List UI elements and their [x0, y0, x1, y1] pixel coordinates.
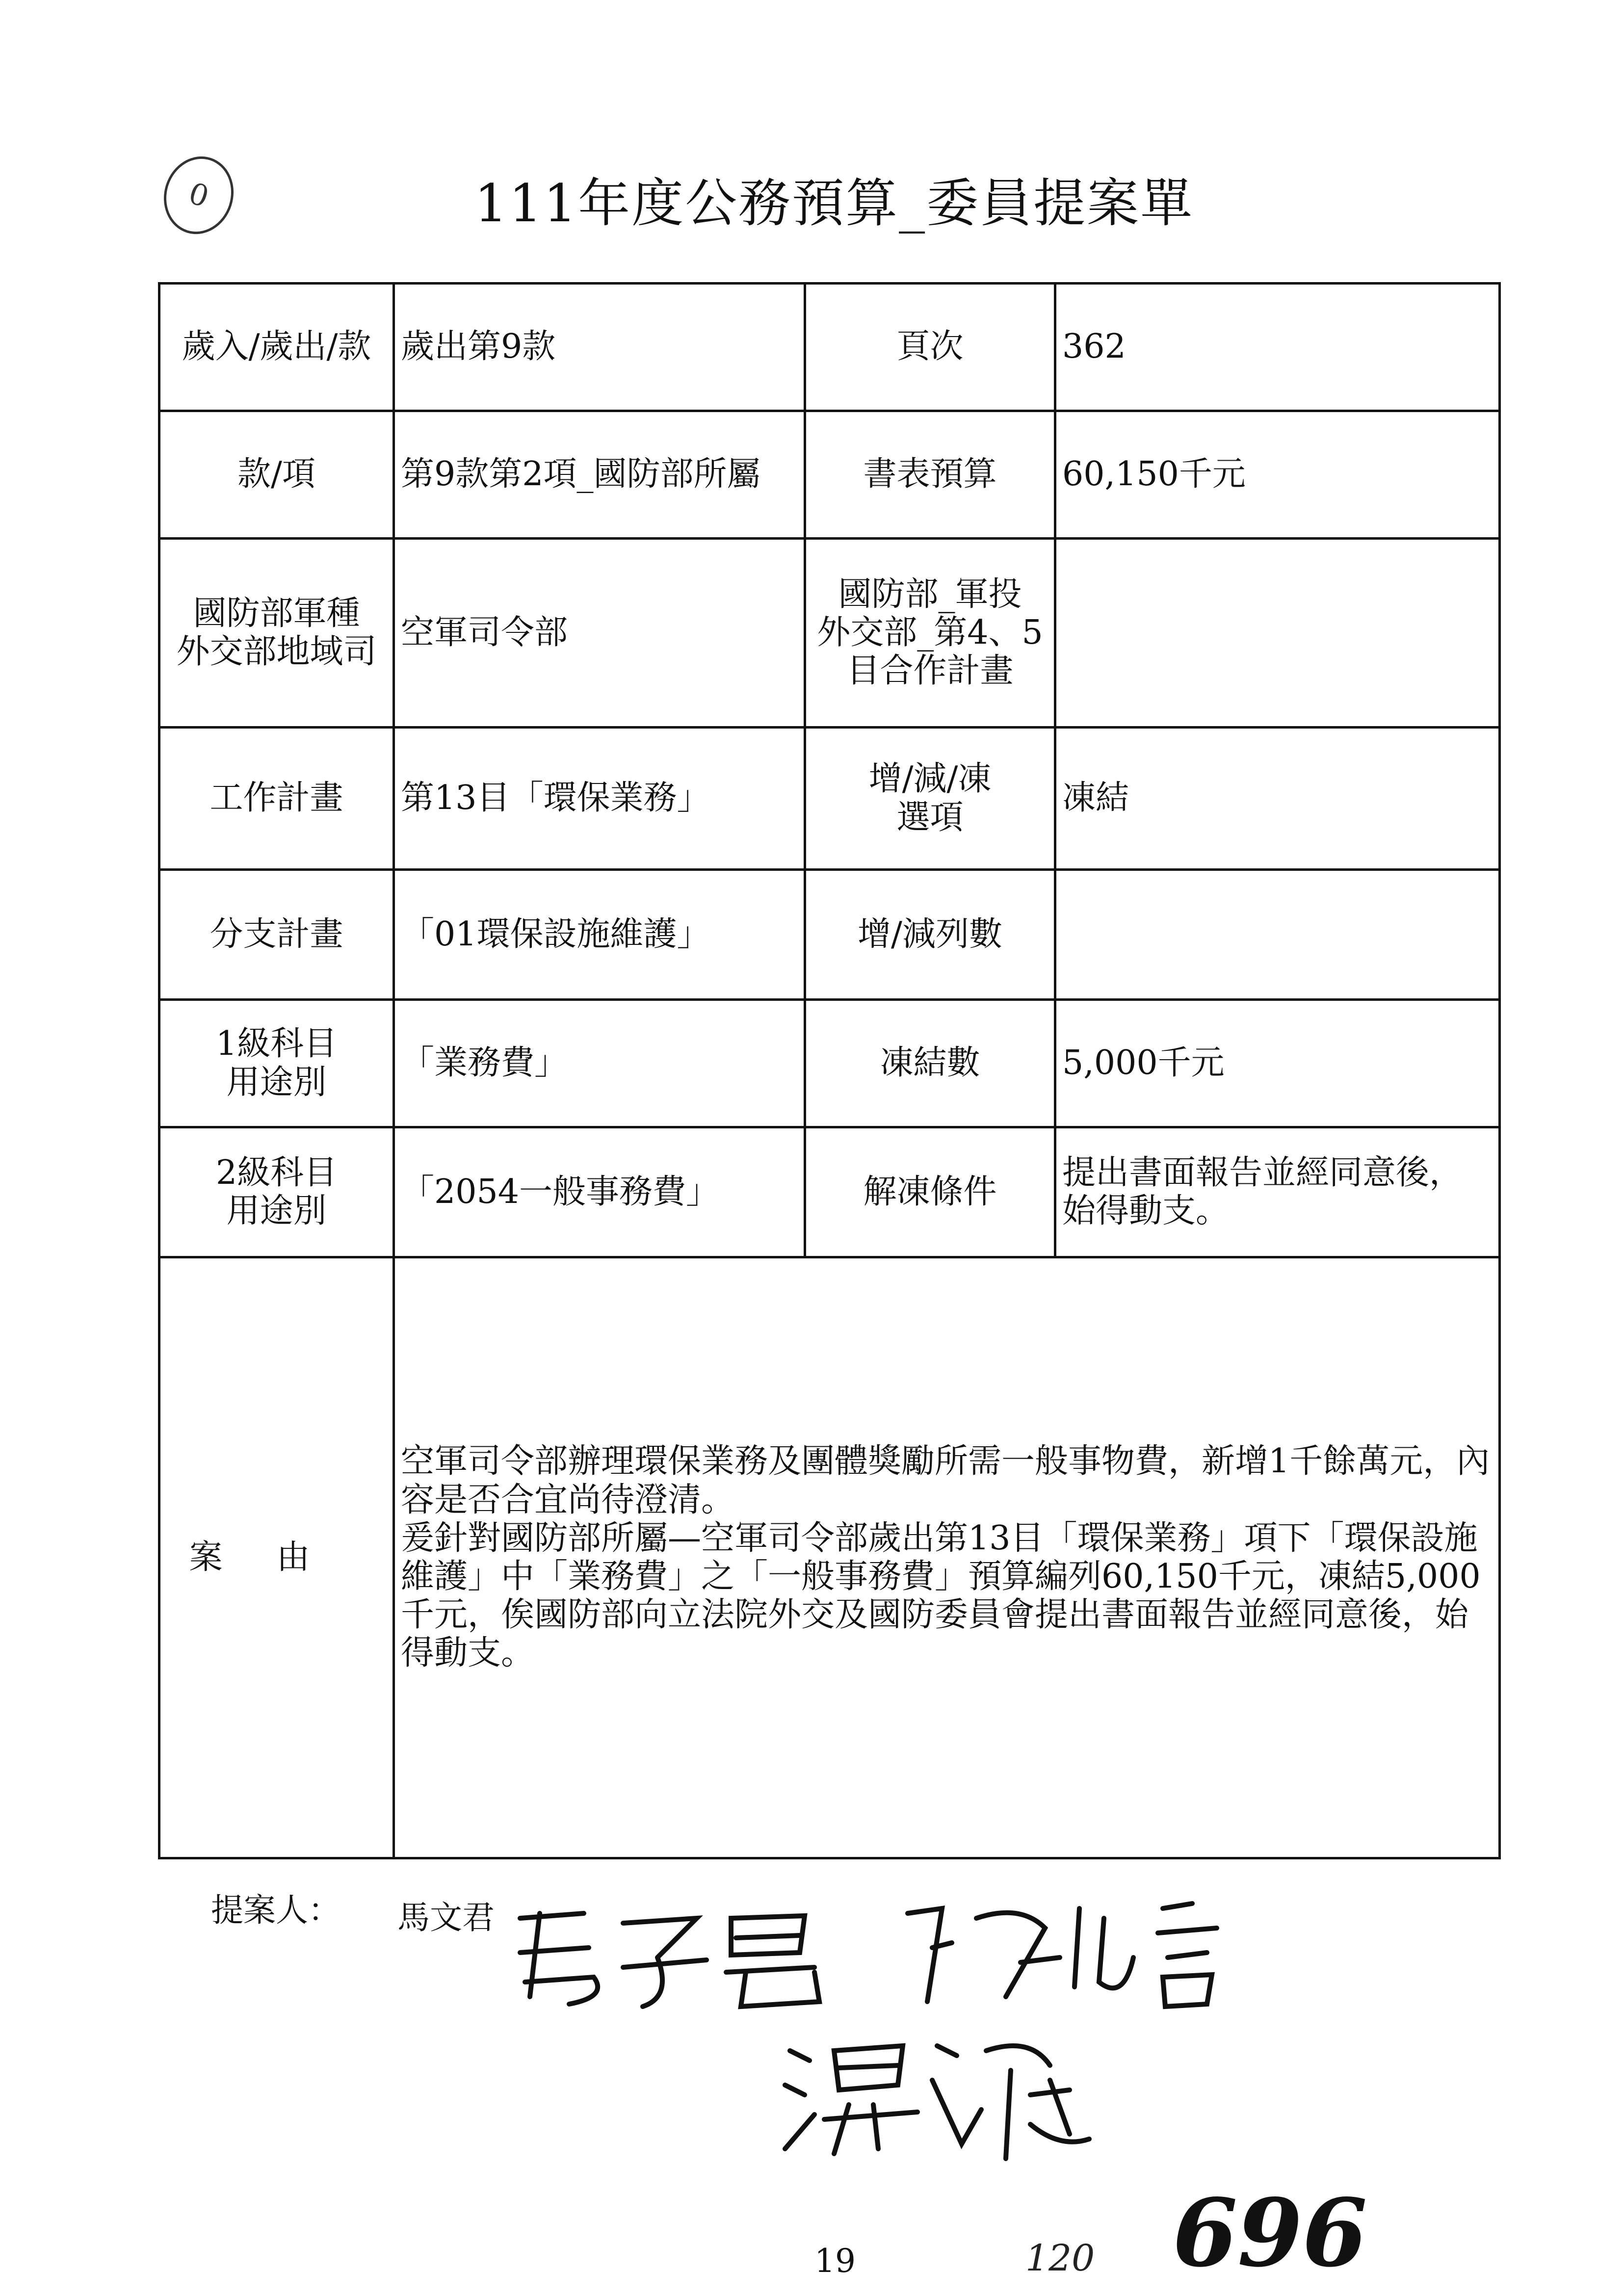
row-value: 第9款第2項_國防部所屬: [394, 411, 805, 539]
row-value: 「01環保設施維護」: [394, 870, 805, 1000]
form-row: [159, 1127, 1500, 1257]
row-value-secondary: 362: [1055, 284, 1500, 411]
form-row: [159, 870, 1500, 1000]
row-label: 款/項: [159, 411, 394, 539]
handwritten-mark: 0: [154, 147, 244, 243]
row-label-secondary: 解凍條件: [805, 1127, 1055, 1257]
row-value-secondary: 5,000千元: [1055, 1000, 1500, 1127]
row-label-secondary: 國防部_軍投 外交部_第4、5 目合作計畫: [805, 539, 1055, 728]
form-row: [159, 728, 1500, 870]
row-value: 第13目「環保業務」: [394, 728, 805, 870]
form-row: [159, 411, 1500, 539]
reason-label: 案由: [159, 1257, 394, 1858]
form-row: [159, 284, 1500, 411]
handwritten-number-small: 120: [1025, 2237, 1095, 2279]
form-row: [159, 1000, 1500, 1127]
row-value: 「2054一般事務費」: [394, 1127, 805, 1257]
row-value: 「業務費」: [394, 1000, 805, 1127]
row-value-secondary: [1055, 870, 1500, 1000]
row-value-secondary: 60,150千元: [1055, 411, 1500, 539]
signature-chen-yi-hsin: [898, 1889, 1251, 2016]
handwritten-number-large: 696: [1173, 2178, 1367, 2288]
reason-paragraph-2: 爰針對國防部所屬—空軍司令部歲出第13目「環保業務」項下「環保設施維護」中「業務費」之「一般事務費」預算編列60,150千元，凍結5,000千元，俟國防部向立法院外交及國防委員會提出書面報告並經同意後，始得動支。: [401, 1518, 1481, 1673]
row-label: 國防部軍種 外交部地域司: [159, 539, 394, 728]
signature-wen-yu-hsia: [775, 2021, 1119, 2168]
row-label-secondary: 凍結數: [805, 1000, 1055, 1127]
row-label: 歲入/歲出/款: [159, 284, 394, 411]
row-value-secondary: 凍結: [1055, 728, 1500, 870]
proposer-label: 提案人：: [211, 1891, 341, 1929]
row-label: 2級科目 用途別: [159, 1127, 394, 1257]
reason-text: [394, 1257, 1500, 1858]
row-value-secondary: 提出書面報告並經同意後， 始得動支。: [1055, 1127, 1500, 1257]
proposer-name: 馬文君: [397, 1899, 495, 1936]
row-label: 分支計畫: [159, 870, 394, 1000]
proposal-form-table: [158, 282, 1501, 1859]
form-row: [159, 539, 1500, 728]
row-label-secondary: 增/減列數: [805, 870, 1055, 1000]
page-title: 111年度公務預算_委員提案單: [474, 173, 1194, 234]
row-label-secondary: 書表預算: [805, 411, 1055, 539]
row-label: 1級科目 用途別: [159, 1000, 394, 1127]
reason-paragraph-1: 空軍司令部辦理環保業務及團體獎勵所需一般事物費，新增1千餘萬元，內容是否合宜尚待澄清。: [401, 1442, 1490, 1519]
row-value-secondary: [1055, 539, 1500, 728]
page-number: 19: [814, 2242, 856, 2280]
signature-ma-wen-chun: [510, 1899, 834, 2016]
row-label-secondary: 頁次: [805, 284, 1055, 411]
row-label-secondary: 增/減/凍 選項: [805, 728, 1055, 870]
row-value: 歲出第9款: [394, 284, 805, 411]
row-value: 空軍司令部: [394, 539, 805, 728]
row-label: 工作計畫: [159, 728, 394, 870]
reason-row: [159, 1257, 1500, 1858]
